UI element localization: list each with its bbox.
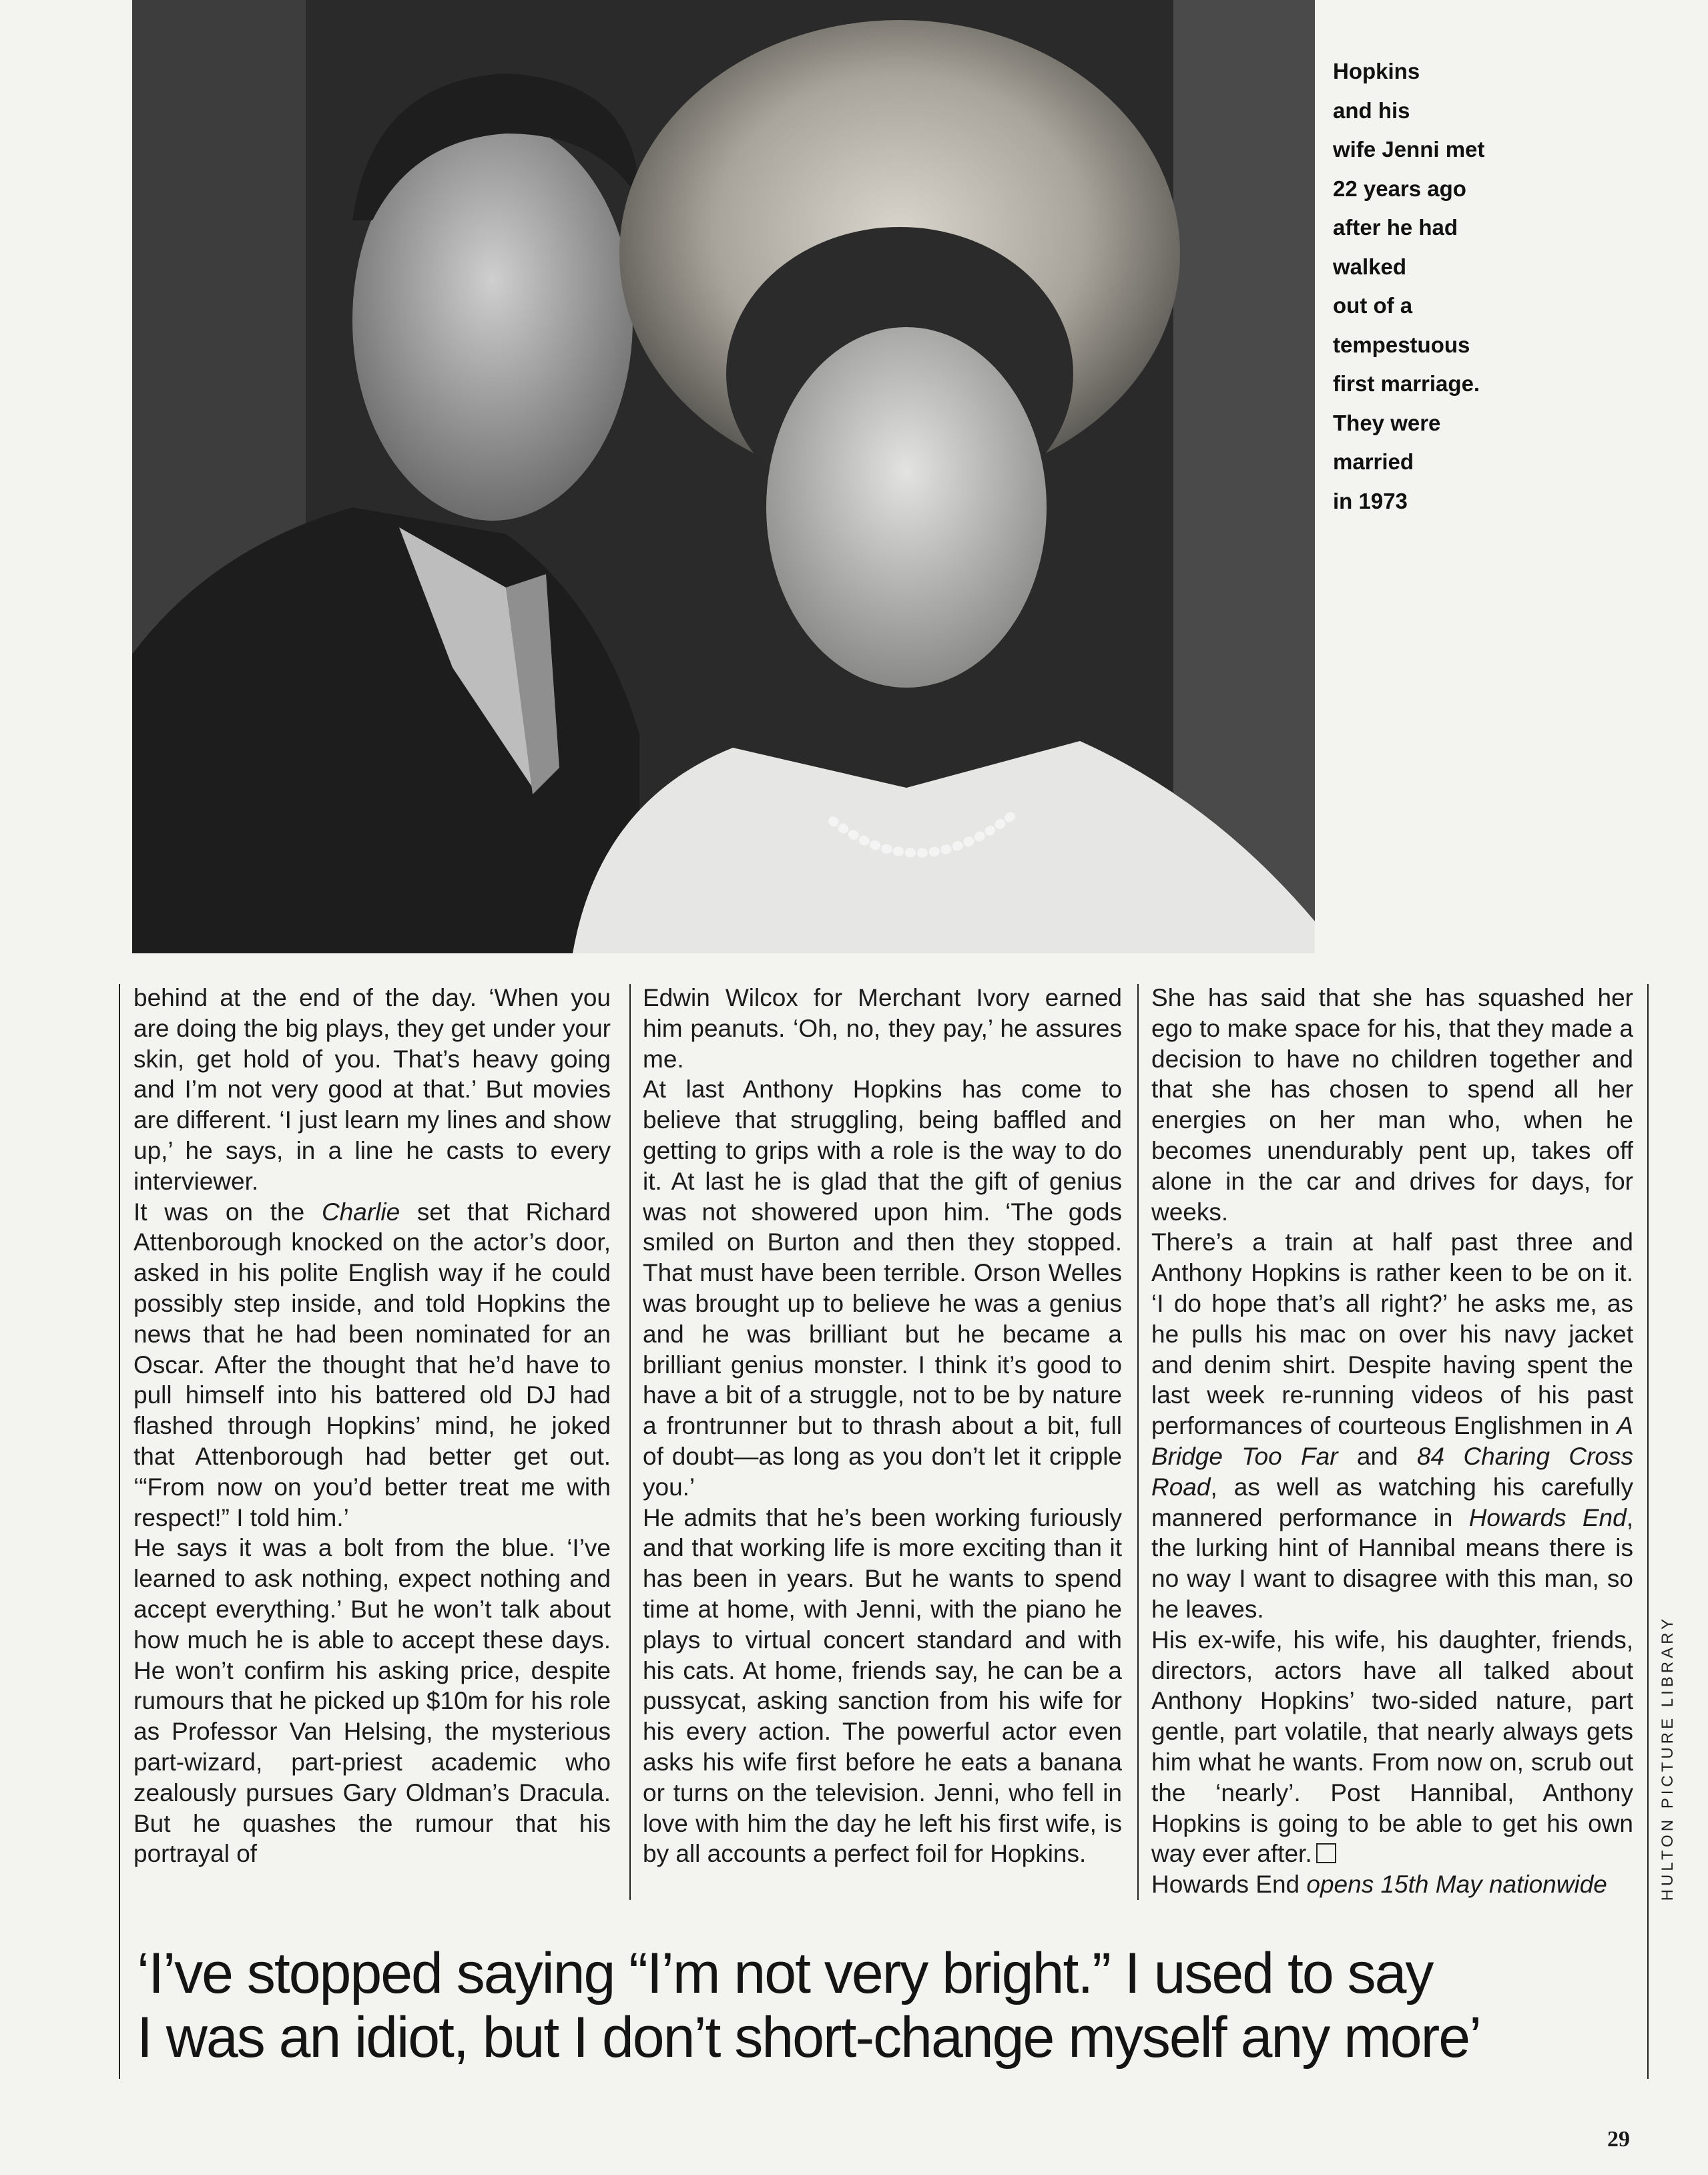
- caption-line: tempestuous: [1333, 332, 1470, 357]
- caption-line: after he had: [1333, 215, 1458, 240]
- article-paragraph: There’s a train at half past three and Anthony Hopkins is rather keen to be on it. ‘I do hope that’s all right?’ he asks me, as he pulls his mac on over his navy jacket and denim shirt. Despite having spent the last week re-running videos of his past performances of courteous Englishmen in A Bridge Too Far and 84 Charing Cross Road, as well as watching his carefully mannered performance in Howards End, the lurking hint of Hannibal means there is no way I want to disagree with this man, so he leaves.: [1151, 1228, 1633, 1623]
- article-closing-text: His ex-wife, his wife, his daughter, friends, directors, actors have all talked about Anthony Hopkins’ two-sided nature, part gentle, part volatile, that nearly always gets him what he wants. From now on, scrub out the ‘nearly’. Post Hannibal, Anthony Hopkins is going to be able to get his own way ever after.: [1151, 1626, 1633, 1868]
- footnote-title: Howards End: [1151, 1871, 1300, 1899]
- italic-title: A Bridge Too Far: [1151, 1412, 1633, 1470]
- caption-line: first marriage.: [1333, 371, 1480, 396]
- caption-line: 22 years ago: [1333, 176, 1466, 201]
- caption-line: married: [1333, 449, 1414, 474]
- column-rule: [1137, 984, 1139, 1900]
- article-paragraph: Edwin Wilcox for Merchant Ivory earned him peanuts. ‘Oh, no, they pay,’ he assures me.: [643, 984, 1122, 1073]
- column-rule: [1647, 984, 1649, 2079]
- photo-caption: [1333, 52, 1526, 521]
- column-rule: [119, 984, 120, 2079]
- photo-credit: HULTON PICTURE LIBRARY: [1659, 1616, 1677, 1901]
- caption-line: in 1973: [1333, 488, 1408, 513]
- caption-line: They were: [1333, 410, 1441, 435]
- article-paragraph: It was on the Charlie set that Richard Attenborough knocked on the actor’s door, asked in his polite English way if he could possibly step inside, and told Hopkins the news that he had been nominated for an Oscar. After the thought that he’d have to pull himself into his battered old DJ had flashed through Hopkins’ mind, he joked that Attenborough had better get out. ‘“From now on you’d better treat me with respect!” I told him.’: [133, 1198, 611, 1531]
- italic-title: Howards End: [1468, 1503, 1627, 1531]
- article-paragraph: He admits that he’s been working furiously and that working life is more exciting than it has been in years. But he wants to spend time at home, with Jenni, with the piano he plays to virtual concert standard and with his cats. At home, friends say, he can be a pussycat, asking sanction from his wife for his every action. The powerful actor even asks his wife first before he eats a banana or turns on the television. Jenni, who fell in love with him the day he left his first wife, is by all accounts a perfect foil for Hopkins.: [643, 1503, 1122, 1868]
- italic-title: Charlie: [321, 1198, 400, 1226]
- column-rule: [629, 984, 631, 1900]
- pull-quote-line-1: ‘I’ve stopped saying “I’m not very bright.” I used to say: [137, 1941, 1433, 2005]
- italic-title: 84 Charing Cross Road: [1151, 1442, 1633, 1501]
- photo-illustration: [132, 0, 1315, 953]
- article-paragraph: At last Anthony Hopkins has come to believe that struggling, being baffled and getting to grips with a role is the way to do it. At last he is glad that the gift of genius was not showered upon him. ‘The gods smiled on Burton and then they stopped. That must have been terrible. Orson Welles was brought up to believe he was a genius and he was brilliant but he became a brilliant genius monster. I think it’s good to have a bit of a struggle, not to be by nature a frontrunner but to thrash about a bit, full of doubt—as long as you don’t let it cripple you.’: [643, 1075, 1122, 1501]
- footnote-release: opens 15th May nationwide: [1306, 1871, 1607, 1899]
- article-column-3: [1151, 983, 1633, 1901]
- caption-line: walked: [1333, 254, 1407, 279]
- caption-line: Hopkins: [1333, 59, 1420, 83]
- article-column-1: [133, 983, 611, 1901]
- footnote: [1151, 1869, 1633, 1900]
- article-paragraph: behind at the end of the day. ‘When you are doing the big plays, they get under your skin, get hold of you. That’s heavy going and I’m not very good at that.’ But movies are different. ‘I just learn my lines and show up,’ he says, in a line he casts to every interviewer.: [133, 984, 611, 1195]
- article-paragraph: [1151, 1625, 1633, 1869]
- caption-line: wife Jenni met: [1333, 137, 1485, 162]
- pull-quote-line-2: I was an idiot, but I don’t short-change myself any more’: [137, 2005, 1481, 2070]
- article-column-2: [643, 983, 1122, 1901]
- caption-line: and his: [1333, 97, 1410, 123]
- end-mark-icon: [1316, 1843, 1336, 1863]
- caption-line: out of a: [1333, 293, 1413, 318]
- article-paragraph: She has said that she has squashed her ego to make space for his, that they made a decision to have no children together and that she has chosen to spend all her energies on her man who, when he becomes unendurably pent up, takes off alone in the car and drives for days, for weeks.: [1151, 984, 1633, 1226]
- article-paragraph: He says it was a bolt from the blue. ‘I’ve learned to ask nothing, expect nothing and accept everything.’ But he won’t talk about how much he is able to accept these days. He won’t confirm his asking price, despite rumours that he picked up $10m for his role as Professor Van Helsing, the mysterious part-wizard, part-priest academic who zealously pursues Gary Oldman’s Dracula. But he quashes the rumour that his portrayal of: [133, 1534, 611, 1868]
- pull-quote: [137, 1941, 1645, 2070]
- couple-photo: [132, 0, 1315, 953]
- page-number: 29: [1607, 2127, 1630, 2152]
